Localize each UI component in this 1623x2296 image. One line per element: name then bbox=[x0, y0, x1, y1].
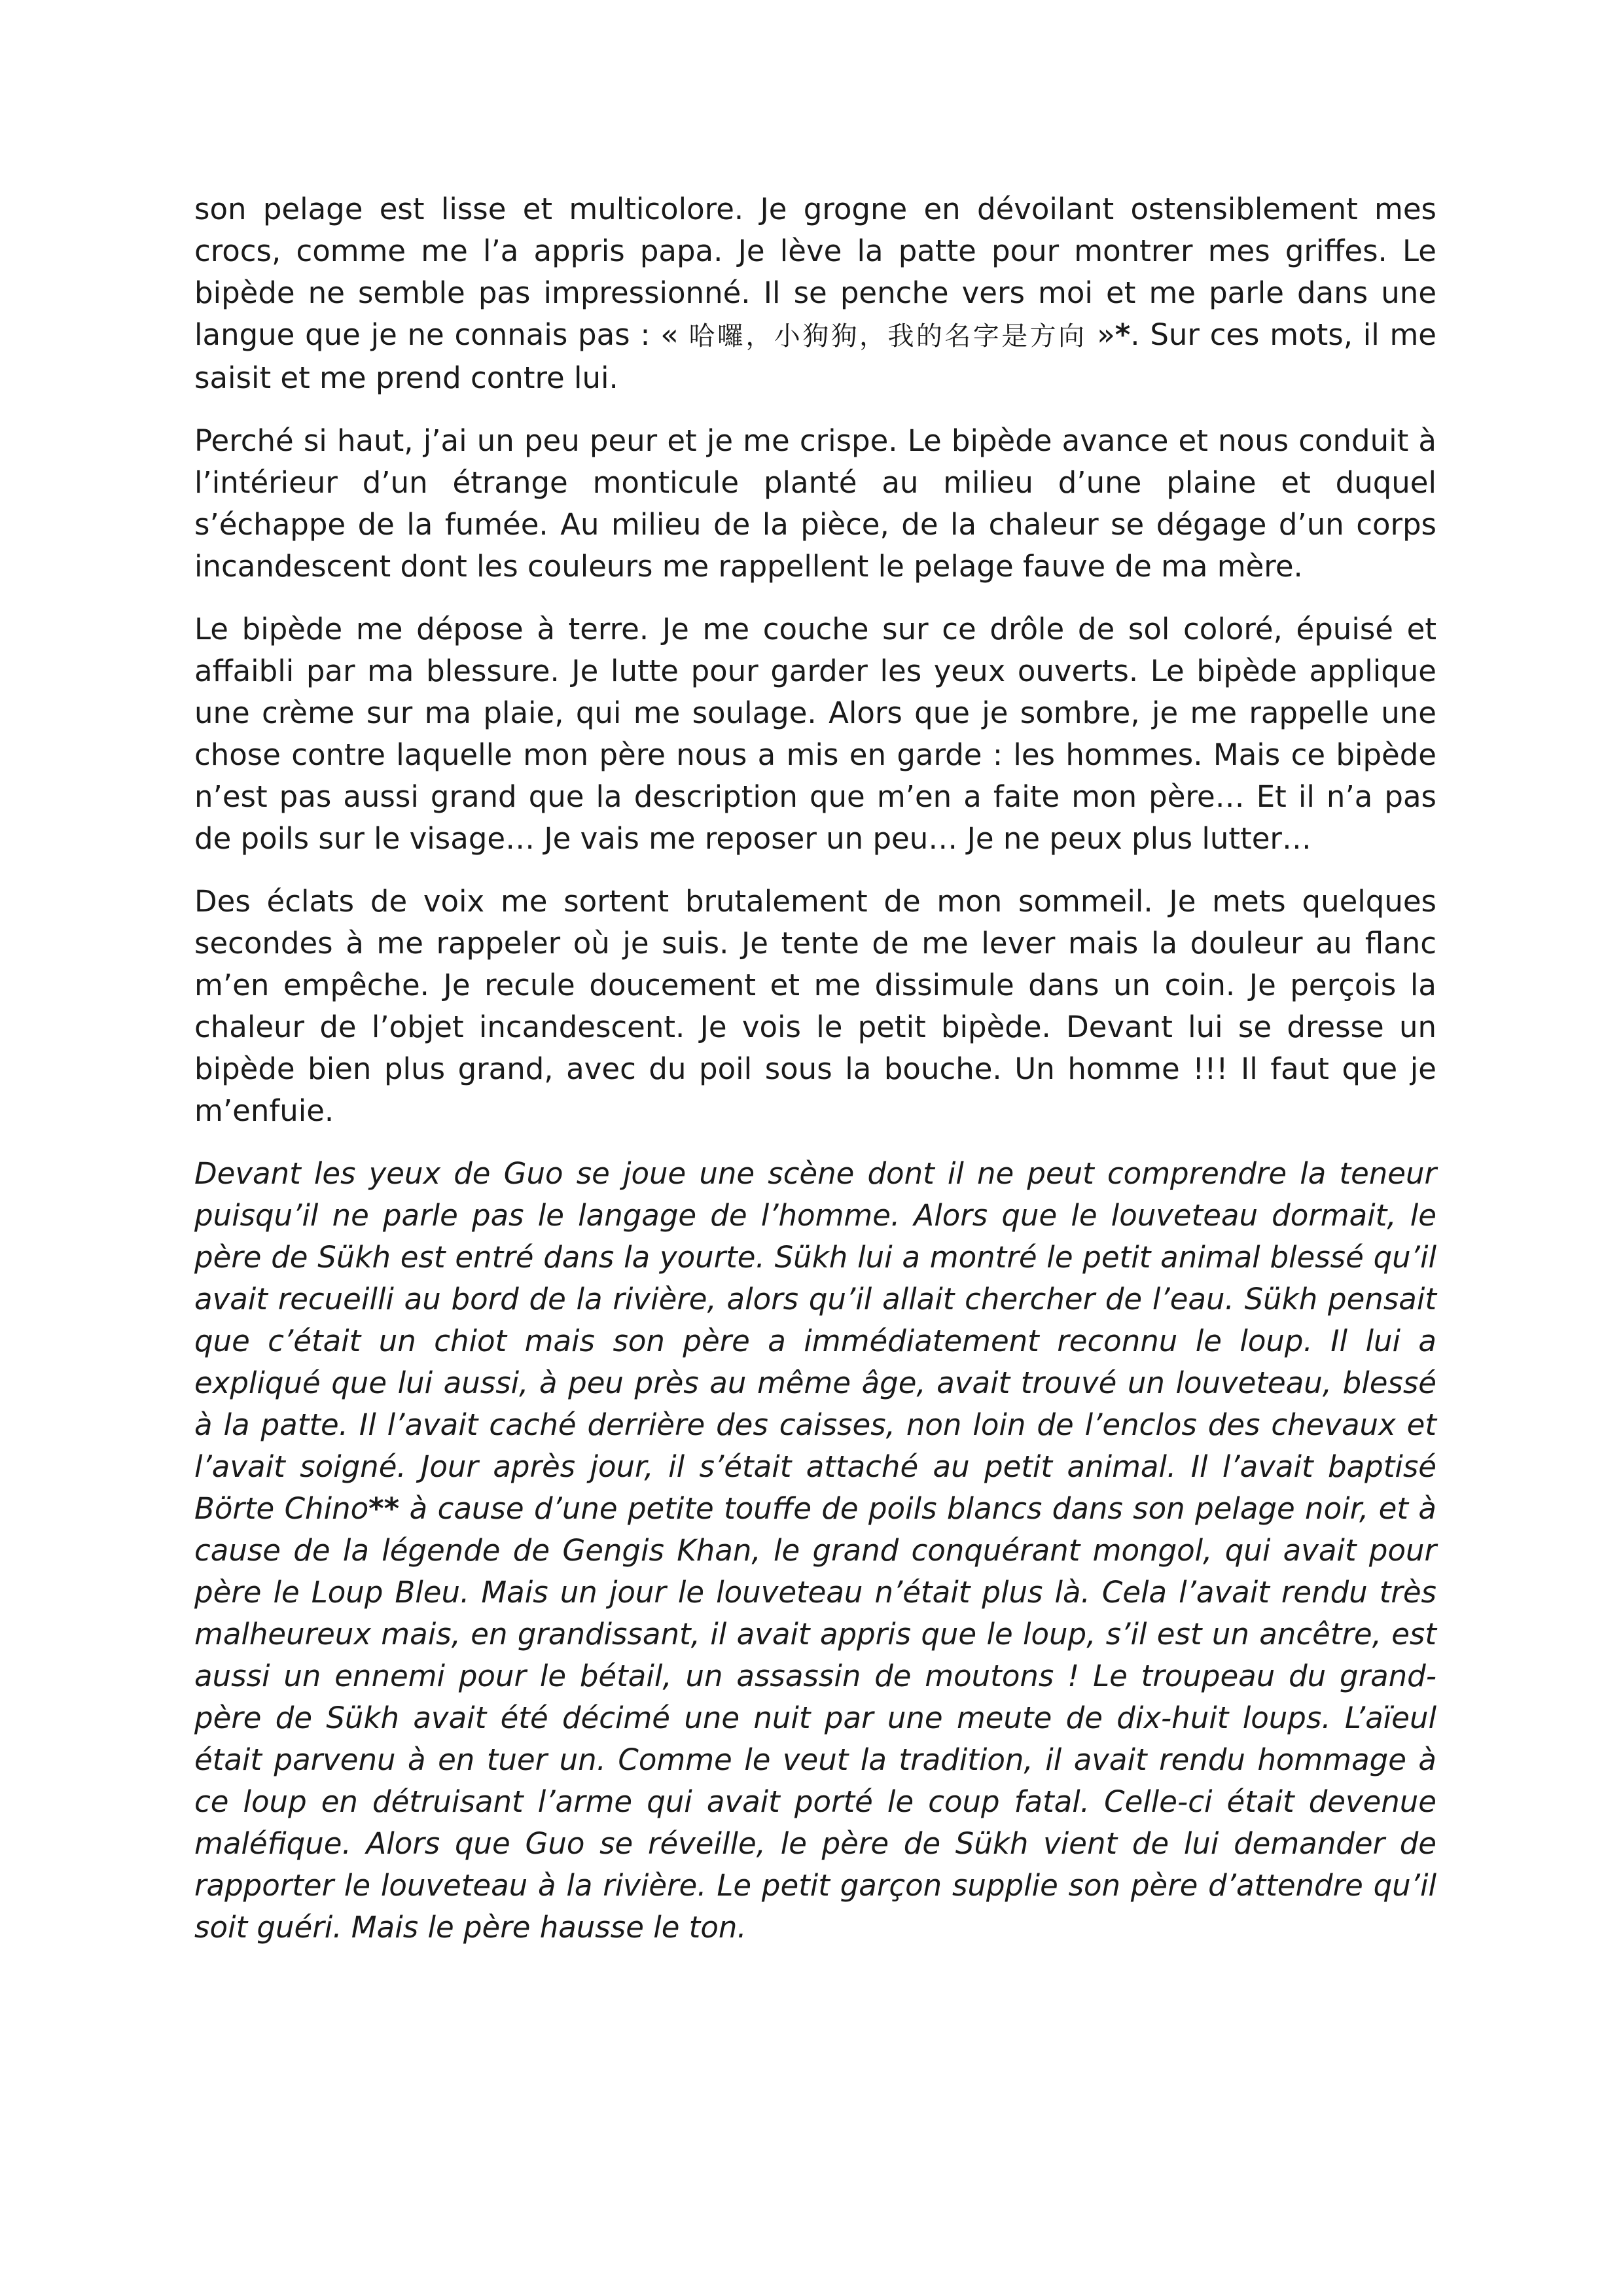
paragraph-1 bbox=[194, 188, 1436, 399]
paragraph-5-narration bbox=[194, 1153, 1436, 1949]
paragraph-5-text: Devant les yeux de Guo se joue une scène dont il ne peut comprendre la teneur puisqu’il ne parle pas le langage de l’homme. Alors que le louveteau dormait, le père de Sükh est entré dans la yourte. Sükh lui a montré le petit animal blessé qu’il avait recueilli au bord de la rivière, alors qu’il allait chercher de l’eau. Sükh pensait que c’était un chiot mais son père a immédiatement reconnu le loup. Il lui a expliqué que lui aussi, à peu près au même âge, avait trouvé un louveteau, blessé à la patte. Il l’avait caché derrière des caisses, non loin de l’enclos des chevaux et l’avait soigné. Jour après jour, il s’était attaché au petit animal. Il l’avait baptisé Börte Chino bbox=[194, 1156, 1436, 1526]
paragraph-3: Le bipède me dépose à terre. Je me couche sur ce drôle de sol coloré, épuisé et affaibli par ma blessure. Je lutte pour garder les yeux ouverts. Le bipède applique une crème sur ma plaie, qui me soulage. Alors que je sombre, je me rappelle une chose contre laquelle mon père nous a mis en garde : les hommes. Mais ce bipède n’est pas aussi grand que la description que m’en a faite mon père… Et il n’a pas de poils sur le visage… Je vais me reposer un peu… Je ne peux plus lutter… bbox=[194, 612, 1436, 856]
footnote-marker-2: ** bbox=[368, 1491, 400, 1526]
paragraph-2: Perché si haut, j’ai un peu peur et je me crispe. Le bipède avance et nous conduit à l’intérieur d’un étrange monticule planté au milieu d’une plaine et duquel s’échappe de la fumée. Au milieu de la pièce, de la chaleur se dégage d’un corps incandescent dont les couleurs me rappellent le pelage fauve de ma mère. bbox=[194, 423, 1436, 584]
closing-quote: » bbox=[1086, 317, 1115, 352]
paragraph-1-text: son pelage est lisse et multicolore. Je grogne en dévoilant ostensiblement mes crocs, comme me l’a appris papa. Je lève la patte pour montrer mes griffes. Le bipède ne semble pas impressionné. Il se penche vers moi et me parle dans une langue que je ne connais pas : « bbox=[194, 192, 1436, 352]
paragraph-5-text-end: à cause d’une petite touffe de poils blancs dans son pelage noir, et à cause de la légende de Gengis Khan, le grand conquérant mongol, qui avait pour père le Loup Bleu. Mais un jour le louveteau n’était plus là. Cela l’avait rendu très malheureux mais, en grandissant, il avait appris que le loup, s’il est un ancêtre, est aussi un ennemi pour le bétail, un assassin de moutons ! Le troupeau du grand-père de Sükh avait été décimé une nuit par une meute de dix-huit loups. L’aïeul était parvenu à en tuer un. Comme le veut la tradition, il avait rendu hommage à ce loup en détruisant l’arme qui avait porté le coup fatal. Celle-ci était devenue maléfique. Alors que Guo se réveille, le père de Sükh vient de lui demander de rapporter le louveteau à la rivière. Le petit garçon supplie son père d’attendre qu’il soit guéri. Mais le père hausse le ton. bbox=[194, 1491, 1436, 1945]
chinese-phrase: 哈囉，小狗狗，我的名字是方向 bbox=[688, 321, 1087, 351]
document-page bbox=[194, 188, 1436, 1969]
footnote-marker-1: * bbox=[1115, 317, 1131, 352]
paragraph-1-text-end: . Sur ces mots, il me saisit et me prend contre lui. bbox=[194, 317, 1436, 395]
paragraph-4: Des éclats de voix me sortent brutalement de mon sommeil. Je mets quelques secondes à me rappeler où je suis. Je tente de me lever mais la douleur au flanc m’en empêche. Je recule doucement et me dissimule dans un coin. Je perçois la chaleur de l’objet incandescent. Je vois le petit bipède. Devant lui se dresse un bipède bien plus grand, avec du poil sous la bouche. Un homme !!! Il faut que je m’enfuie. bbox=[194, 884, 1436, 1128]
